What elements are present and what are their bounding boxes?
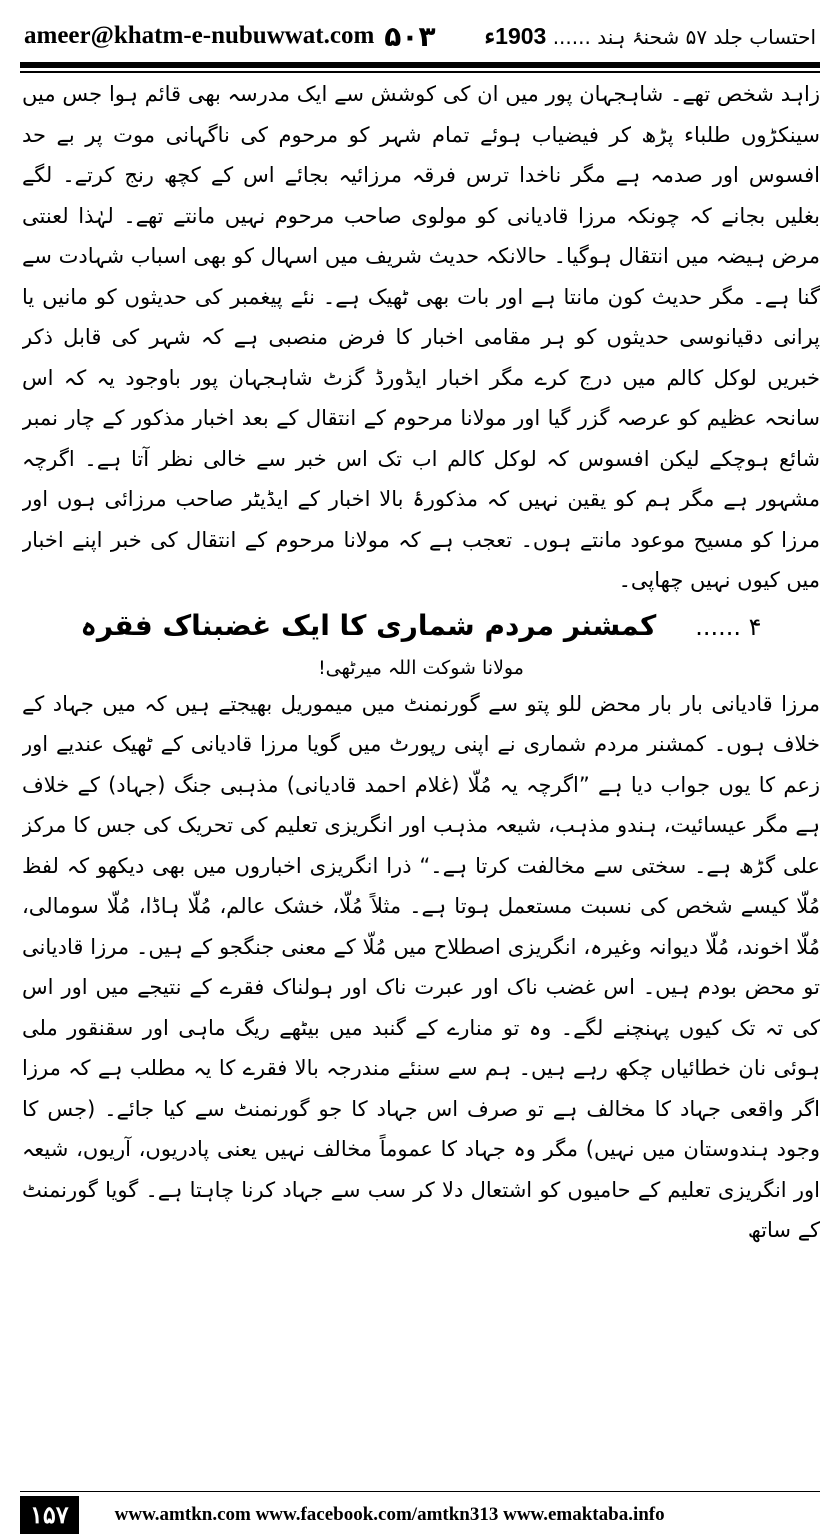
footer-rule [20, 1491, 820, 1492]
header-rule-thick [20, 62, 820, 68]
footer-page-number: ۱۵۷ [20, 1496, 79, 1534]
running-title-year: 1903ء [484, 22, 547, 49]
page-header [24, 14, 816, 58]
header-left [24, 20, 436, 53]
header-rule-thin [20, 71, 820, 73]
paragraph-1: زاہد شخص تھے۔ شاہجہان پور میں ان کی کوشش سے ایک مدرسہ بھی قائم ہوا جس میں سینکڑوں طلباء پڑھ کر فیضیاب ہوئے تمام شہر کو مرحوم کی ناگہانی موت پر بے حد افسوس اور صدمہ ہے مگر ناخدا ترس فرقہ مرزائیہ بجائے اس کے کچھ رنج کرتے۔ لگے بغلیں بجانے کہ چونکہ مرزا قادیانی کو مولوی صاحب مرحوم نہیں مانتے تھے۔ لہٰذا لعنتی مرض ہیضہ میں انتقال ہوگیا۔ حالانکہ حدیث شریف میں اسہال کو بھی اسباب شہادت سے گنا ہے۔ مگر حدیث کون مانتا ہے اور بات بھی ٹھیک ہے۔ نئے پیغمبر کی حدیثوں کو مانیں یا پرانی دقیانوسی حدیثوں کو ہر مقامی اخبار کا فرض منصبی ہے کہ شہر کی قابل ذکر خبریں لوکل کالم میں درج کرے مگر اخبار ایڈورڈ گزٹ شاہجہان پور باوجود یہ کہ اس سانحہ عظیم کو عرصہ گزر گیا اور مولانا مرحوم کے انتقال کے بعد اخبار مذکور کے چار نمبر شائع ہوچکے لیکن افسوس کہ لوکل کالم اب تک اس خبر سے خالی نظر آتا ہے۔ اگرچہ مشہور ہے مگر ہم کو یقین نہیں کہ مذکورۂ بالا اخبار کے ایڈیٹر صاحب مرزائی ہوں اور مرزا کو مسیح موعود مانتے ہوں۔ تعجب ہے کہ مولانا مرحوم کے انتقال کی خبر اپنے اخبار میں کیوں نہیں چھاپی۔ [22, 82, 820, 592]
section-number: ۴ ...... [695, 612, 762, 641]
header-email: ameer@khatm-e-nubuwwat.com [24, 22, 375, 49]
section-author: مولانا شوکت اللہ میرٹھی! [318, 656, 524, 679]
running-title-text: احتساب جلد ۵۷ شحنۂ ہند ...... [552, 24, 816, 49]
section-title: کمشنر مردم شماری کا ایک غضبناک فقرہ [80, 608, 657, 642]
header-page-number: ۵۰۳ [384, 19, 436, 53]
page-footer [20, 1496, 820, 1534]
paragraph-2: مرزا قادیانی بار بار محض للو پتو سے گورنمنٹ میں میموریل بھیجتے ہیں کہ میں جہاد کے خلاف ہوں۔ کمشنر مردم شماری نے اپنی رپورٹ میں گویا مرزا قادیانی کے ٹھیک عندیے اور زعم کا یوں جواب دیا ہے ”اگرچہ یہ مُلّا (غلام احمد قادیانی) مذہبی جنگ (جہاد) کے خلاف ہے مگر عیسائیت، ہندو مذہب، شیعہ مذہب اور انگریزی تعلیم کی تحریک کی جس کا مرکز علی گڑھ ہے۔ سختی سے مخالفت کرتا ہے۔“ ذرا انگریزی اخباروں میں بھی دیکھو کہ لفظ مُلّا کیسے شخص کی نسبت مستعمل ہوتا ہے۔ مثلاً مُلّا، خشک عالم، مُلّا ہاڈا، مُلّا سومالی، مُلّا اخوند، مُلّا دیوانہ وغیرہ، انگریزی اصطلاح میں مُلّا کے معنی جنگجو کے ہیں۔ مرزا قادیانی تو محض بودم ہیں۔ اس غضب ناک اور عبرت ناک اور ہولناک فقرے کے نتیجے میں اور اس کی تہ تک کیوں پہنچنے لگے۔ وہ تو منارے کے گنبد میں بیٹھے ریگ ماہی اور سقنقور ملی ہوئی نان خطائیاں چکھ رہے ہیں۔ ہم سے سنئے مندرجہ بالا فقرے کا یہ مطلب ہے کہ مرزا اگر واقعی جہاد کا مخالف ہے تو صرف اس جہاد کا جو گورنمنٹ سے کیا جائے۔ (جس کا وجود ہندوستان میں نہیں) مگر وہ جہاد کا عموماً مخالف نہیں یعنی پادریوں، آریوں، شیعہ اور انگریزی تعلیم کے حامیوں کو اشتعال دلا کر سب سے جہاد کرنا چاہتا ہے۔ گویا گورنمنٹ کے ساتھ [22, 691, 820, 1242]
running-title [484, 23, 816, 50]
page-body [22, 74, 820, 1426]
footer-links: www.amtkn.com www.facebook.com/amtkn313 www.emaktaba.info [114, 1504, 665, 1525]
section-heading [22, 601, 820, 652]
